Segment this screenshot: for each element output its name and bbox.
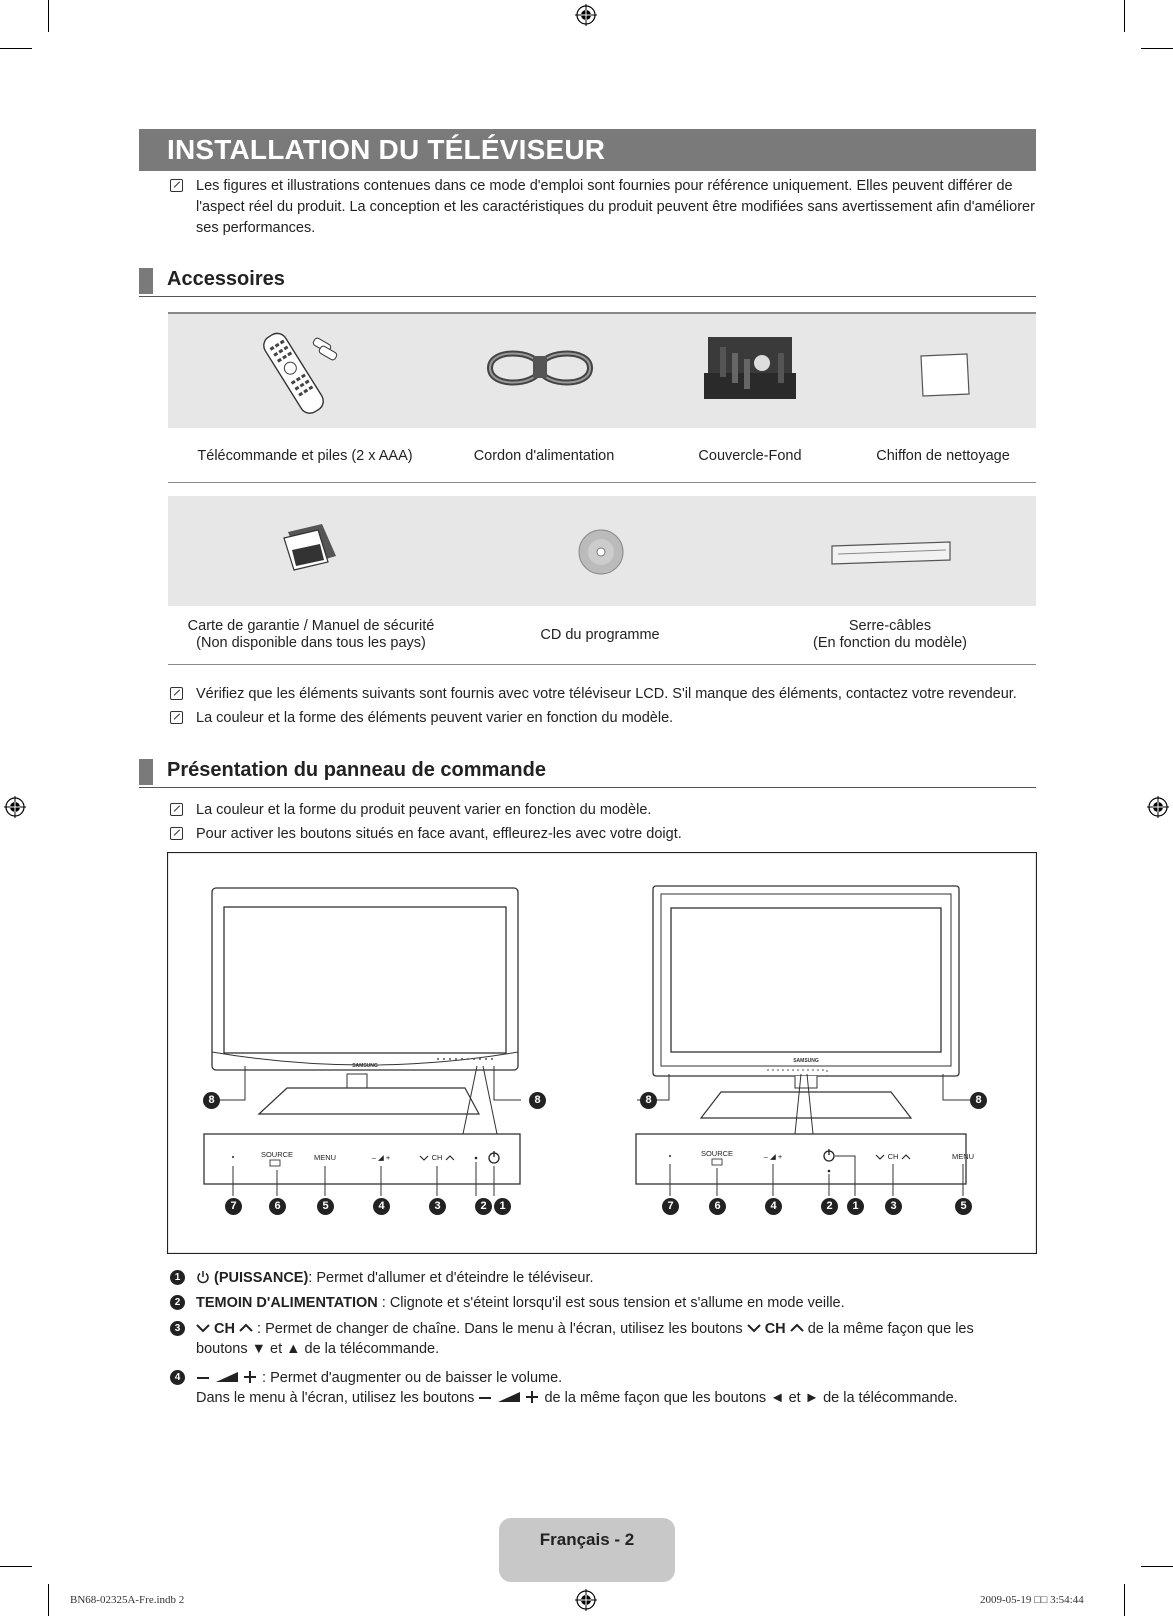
source-button-label: SOURCE: [700, 1149, 734, 1158]
registration-mark-icon: [1147, 796, 1169, 818]
callout-right: 4: [765, 1198, 782, 1215]
accessory-label-line2: (Non disponible dans tous les pays): [196, 635, 426, 651]
callout-left: 6: [269, 1198, 286, 1215]
note-item: [170, 708, 1036, 730]
tv-model-a: [204, 888, 521, 1196]
source-button-label: SOURCE: [260, 1150, 294, 1159]
accessories-heading: Accessoires: [167, 268, 285, 290]
description-item-3: [170, 1319, 1036, 1361]
volume-button-label: – ◢ +: [371, 1153, 391, 1162]
heading-bar: [139, 268, 153, 294]
chevron-up-icon: [790, 1323, 804, 1333]
accessory-label: Cordon d'alimentation: [473, 448, 615, 464]
callout-8: 8: [970, 1092, 987, 1109]
page-title: INSTALLATION DU TÉLÉVISEUR: [167, 134, 606, 165]
cd-icon: [576, 527, 626, 577]
note-item: [170, 824, 1036, 846]
note-item: [170, 800, 1036, 822]
file-name: BN68-02325A-Fre.indb 2: [70, 1594, 185, 1606]
power-icon: [196, 1270, 210, 1284]
divider: [168, 482, 1036, 483]
note-text: La couleur et la forme du produit peuvent varier en fonction du modèle.: [196, 802, 652, 818]
note-icon: [170, 803, 183, 816]
description-text: Dans le menu à l'écran, utilisez les boutons: [196, 1390, 475, 1406]
accessory-label: Chiffon de nettoyage: [876, 448, 1010, 464]
warranty-card-icon: [282, 520, 342, 574]
intro-note-text: Les figures et illustrations contenues dans ce mode d'emploi sont fournies pour référence uniquement. Elles peuvent différer de l'aspect réel du produit. La conception et les caractéristiques du produit peuvent être modifiées sans avertissement afin d'améliorer ses performances.: [196, 178, 1035, 236]
volume-icon: [196, 1370, 258, 1384]
accessory-label-line1: CD du programme: [540, 627, 660, 643]
description-text-line2: boutons ▼ et ▲ de la télécommande.: [196, 1341, 440, 1357]
description-bold: CH: [764, 1321, 786, 1337]
section-heading-accessories: [139, 266, 1036, 297]
callout-right: 3: [885, 1198, 902, 1215]
callout-right: 5: [955, 1198, 972, 1215]
crop-mark: [0, 1566, 32, 1567]
menu-button-label: MENU: [951, 1152, 975, 1161]
description-text: : Clignote et s'éteint lorsqu'il est sous tension et s'allume en mode veille.: [377, 1295, 845, 1311]
crop-mark: [1141, 1566, 1173, 1567]
cable-tie-icon: [828, 536, 954, 568]
note-text: Vérifiez que les éléments suivants sont fournis avec votre téléviseur LCD. S'il manque des éléments, contactez votre revendeur.: [196, 686, 1017, 702]
description-number: 4: [170, 1370, 185, 1385]
description-text: : Permet d'allumer et d'éteindre le téléviseur.: [308, 1270, 594, 1286]
callout-right: 7: [662, 1198, 679, 1215]
volume-icon: [478, 1390, 540, 1404]
description-number: 2: [170, 1295, 185, 1310]
chevron-down-icon: [196, 1323, 210, 1333]
page-number: Français - 2: [539, 1530, 635, 1549]
divider: [168, 664, 1036, 665]
description-bold: (PUISSANCE): [214, 1270, 309, 1286]
callout-right: 6: [709, 1198, 726, 1215]
callout-left: 7: [225, 1198, 242, 1215]
accessory-label: [780, 618, 1000, 652]
note-icon: [170, 179, 183, 192]
accessory-label-line1: Carte de garantie / Manuel de sécurité: [187, 618, 435, 634]
brand-logo: SAMSUNG: [793, 1058, 819, 1064]
page-title-bar: [139, 129, 1036, 171]
chevron-up-icon: [239, 1323, 253, 1333]
channel-button-label: CH: [431, 1153, 443, 1162]
crop-mark: [0, 48, 32, 49]
power-cord-icon: [485, 338, 595, 398]
crop-mark: [1124, 0, 1125, 32]
accessory-label-line1: Serre-câbles: [848, 618, 932, 634]
accessory-label: [500, 627, 700, 644]
channel-button-label: CH: [887, 1152, 899, 1161]
menu-button-label: MENU: [313, 1153, 337, 1162]
accessory-label: Télécommande et piles (2 x AAA): [197, 448, 413, 464]
note-icon: [170, 711, 183, 724]
volume-button-label: – ◢ +: [763, 1152, 783, 1161]
control-panel-diagram: [167, 852, 1037, 1254]
brand-logo: SAMSUNG: [352, 1063, 378, 1069]
note-icon: [170, 687, 183, 700]
page-number-tab: [499, 1518, 675, 1582]
cleaning-cloth-icon: [917, 350, 973, 400]
callout-8: 8: [529, 1092, 546, 1109]
accessory-label: [168, 618, 454, 652]
remote-control-icon: [250, 320, 350, 420]
print-timestamp: 2009-05-19 □□ 3:54:44: [980, 1594, 1084, 1606]
description-bold: TEMOIN D'ALIMENTATION: [196, 1295, 378, 1311]
callout-left: 1: [494, 1198, 511, 1215]
registration-mark-icon: [575, 1589, 597, 1611]
note-text: Pour activer les boutons situés en face avant, effleurez-les avec votre doigt.: [196, 826, 682, 842]
callout-right: 1: [847, 1198, 864, 1215]
callout-left: 5: [317, 1198, 334, 1215]
registration-mark-icon: [4, 796, 26, 818]
tv-model-b: [636, 886, 974, 1196]
note-icon: [170, 827, 183, 840]
note-item: [170, 684, 1036, 706]
note-text: La couleur et la forme des éléments peuvent varier en fonction du modèle.: [196, 710, 674, 726]
description-bold: CH: [214, 1321, 235, 1337]
callout-left: 2: [475, 1198, 492, 1215]
callout-right: 2: [821, 1198, 838, 1215]
callout-8: 8: [640, 1092, 657, 1109]
registration-mark-icon: [575, 4, 597, 26]
crop-mark: [48, 0, 49, 32]
section-heading-control-panel: [139, 757, 1036, 788]
chevron-down-icon: [747, 1323, 761, 1333]
heading-bar: [139, 759, 153, 785]
description-item-2: [170, 1293, 1036, 1315]
description-number: 3: [170, 1321, 185, 1336]
accessory-label-line2: (En fonction du modèle): [813, 635, 967, 651]
description-item-4: [170, 1368, 1036, 1410]
description-number: 1: [170, 1270, 185, 1285]
intro-note: [170, 176, 1036, 240]
bottom-cover-icon: [700, 333, 800, 403]
description-text: : Permet de changer de chaîne. Dans le menu à l'écran, utilisez les boutons: [253, 1321, 743, 1337]
crop-mark: [1124, 1584, 1125, 1616]
callout-left: 4: [373, 1198, 390, 1215]
crop-mark: [1141, 48, 1173, 49]
control-panel-heading: Présentation du panneau de commande: [167, 759, 546, 781]
description-text: : Permet d'augmenter ou de baisser le volume.: [258, 1370, 563, 1386]
callout-left: 3: [429, 1198, 446, 1215]
description-text: de la même façon que les boutons ◄ et ► de la télécommande.: [544, 1390, 958, 1406]
crop-mark: [48, 1584, 49, 1616]
callout-8: 8: [203, 1092, 220, 1109]
description-text: de la même façon que les: [807, 1321, 974, 1337]
description-item-1: [170, 1268, 1036, 1290]
accessory-label: Couvercle-Fond: [698, 448, 802, 464]
